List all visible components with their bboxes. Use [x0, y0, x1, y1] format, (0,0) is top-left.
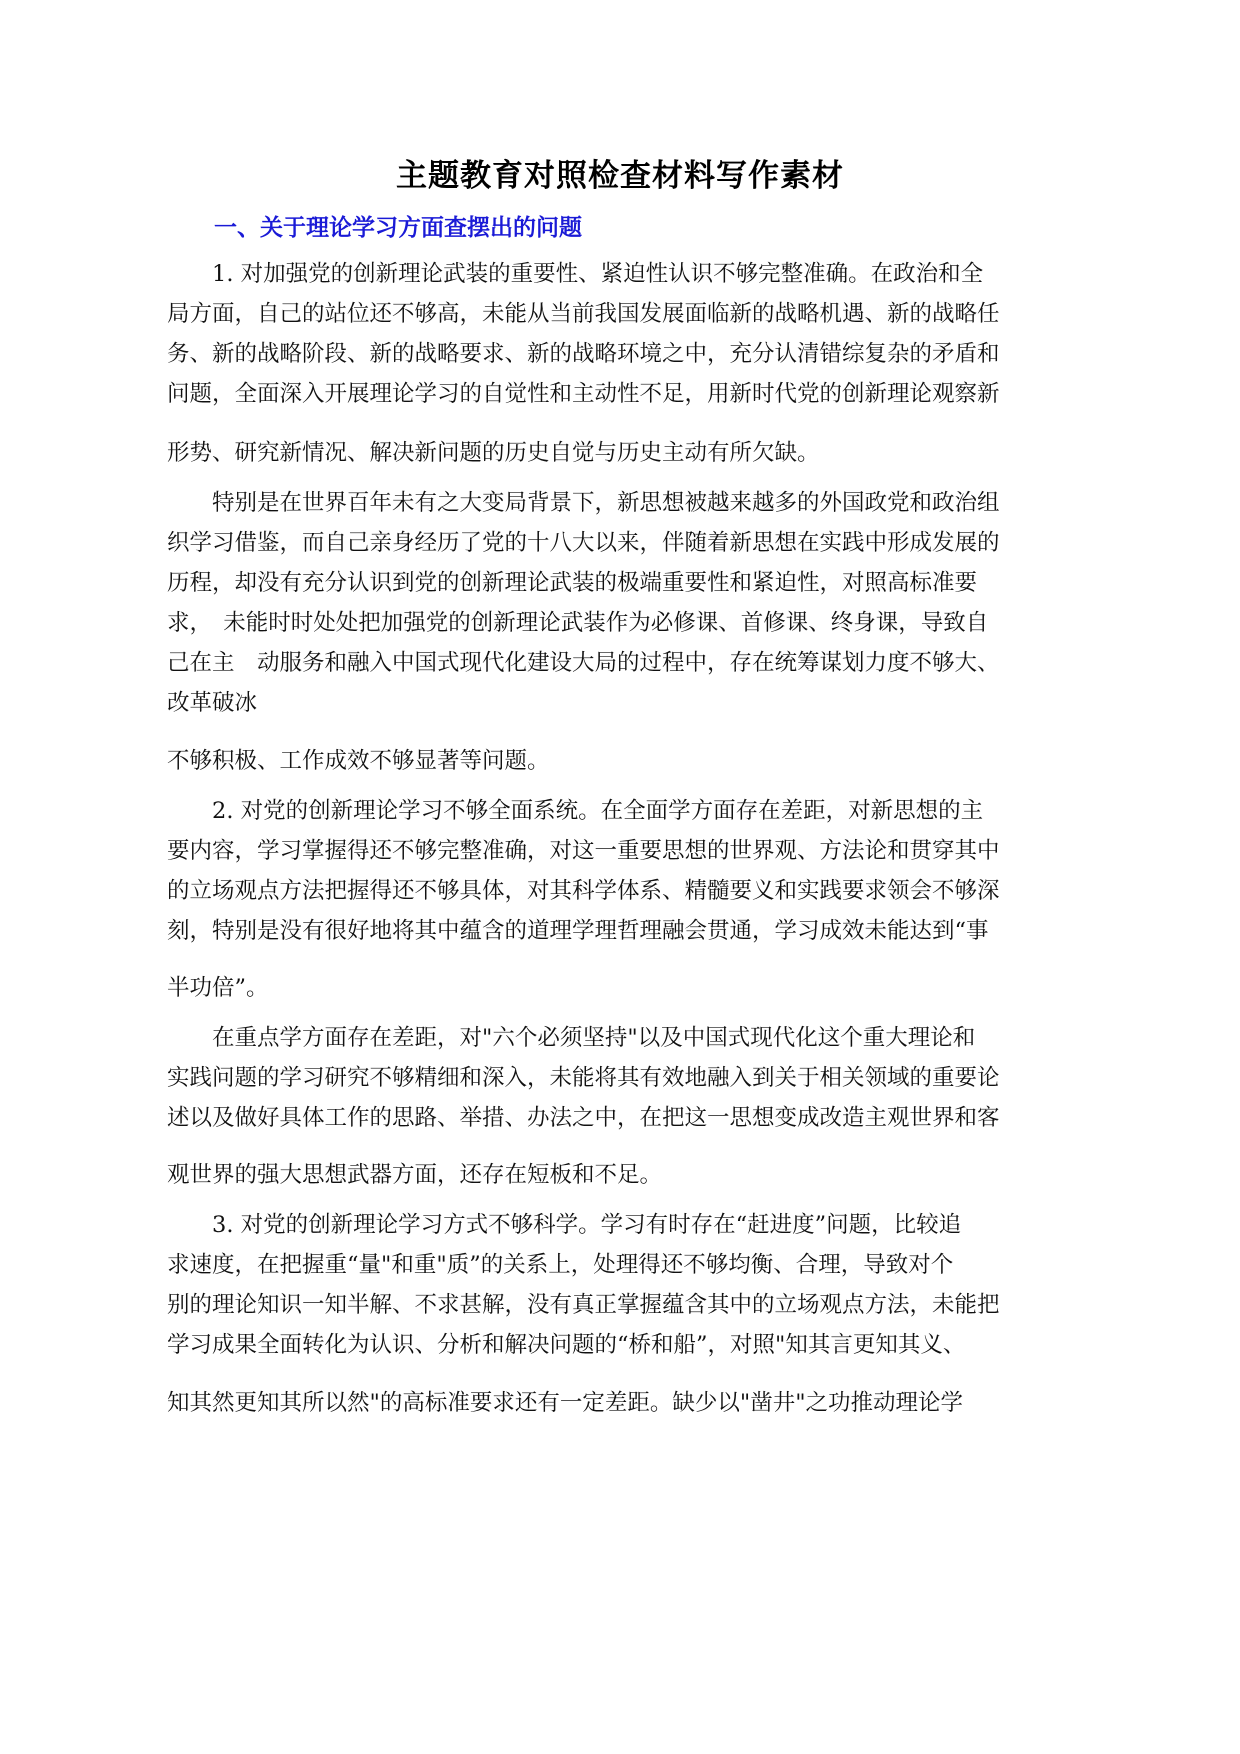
text-line: 特别是在世界百年未有之大变局背景下，新思想被越来越多的外国政党和政治组: [167, 490, 1000, 516]
text-line: 求速度，在把握重“量"和重"质”的关系上，处理得还不够均衡、合理，导致对个: [167, 1252, 954, 1278]
text-line: 不够积极、工作成效不够显著等问题。: [167, 748, 550, 774]
text-line: 在重点学方面存在差距，对"六个必须坚持"以及中国式现代化这个重大理论和: [167, 1025, 976, 1051]
text-line: 刻，特别是没有很好地将其中蕴含的道理学理哲理融会贯通，学习成效未能达到“事: [167, 918, 989, 944]
text-line: 务、新的战略阶段、新的战略要求、新的战略环境之中，充分认清错综复杂的矛盾和: [167, 341, 1000, 367]
text-line: 实践问题的学习研究不够精细和深入，未能将其有效地融入到关于相关领域的重要论: [167, 1065, 1000, 1091]
text-line: 半功倍”。: [167, 975, 269, 1001]
text-line: 问题，全面深入开展理论学习的自觉性和主动性不足，用新时代党的创新理论观察新: [167, 381, 1000, 407]
text-line: 述以及做好具体工作的思路、举措、办法之中，在把这一思想变成改造主观世界和客: [167, 1105, 1000, 1131]
text-line: 求， 未能时时处处把加强党的创新理论武装作为必修课、首修课、终身课，导致自: [167, 610, 989, 636]
text-line: 别的理论知识一知半解、不求甚解，没有真正掌握蕴含其中的立场观点方法，未能把: [167, 1292, 1000, 1318]
text-line: 织学习借鉴，而自己亲身经历了党的十八大以来，伴随着新思想在实践中形成发展的: [167, 530, 1000, 556]
section-heading: 一、关于理论学习方面查摆出的问题: [214, 215, 582, 241]
text-line: 的立场观点方法把握得还不够具体，对其科学体系、精髓要义和实践要求领会不够深: [167, 878, 1000, 904]
text-line: 3. 对党的创新理论学习方式不够科学。学习有时存在“赶进度”问题，比较追: [167, 1212, 962, 1238]
document-title: 主题教育对照检查材料写作素材: [396, 158, 844, 194]
text-line: 局方面，自己的站位还不够高，未能从当前我国发展面临新的战略机遇、新的战略任: [167, 301, 1000, 327]
text-line: 知其然更知其所以然"的高标准要求还有一定差距。缺少以"凿井"之功推动理论学: [167, 1390, 964, 1416]
text-line: 1. 对加强党的创新理论武装的重要性、紧迫性认识不够完整准确。在政治和全: [167, 261, 984, 287]
text-line: 观世界的强大思想武器方面，还存在短板和不足。: [167, 1162, 663, 1188]
text-line: 己在主 动服务和融入中国式现代化建设大局的过程中，存在统筹谋划力度不够大、: [167, 650, 1000, 676]
text-line: 改革破冰: [167, 690, 258, 716]
text-line: 学习成果全面转化为认识、分析和解决问题的“桥和船”，对照"知其言更知其义、: [167, 1332, 966, 1358]
text-line: 要内容，学习掌握得还不够完整准确，对这一重要思想的世界观、方法论和贯穿其中: [167, 838, 1000, 864]
text-line: 2. 对党的创新理论学习不够全面系统。在全面学方面存在差距，对新思想的主: [167, 798, 984, 824]
text-line: 形势、研究新情况、解决新问题的历史自觉与历史主动有所欠缺。: [167, 440, 820, 466]
text-line: 历程，却没有充分认识到党的创新理论武装的极端重要性和紧迫性，对照高标准要: [167, 570, 978, 596]
